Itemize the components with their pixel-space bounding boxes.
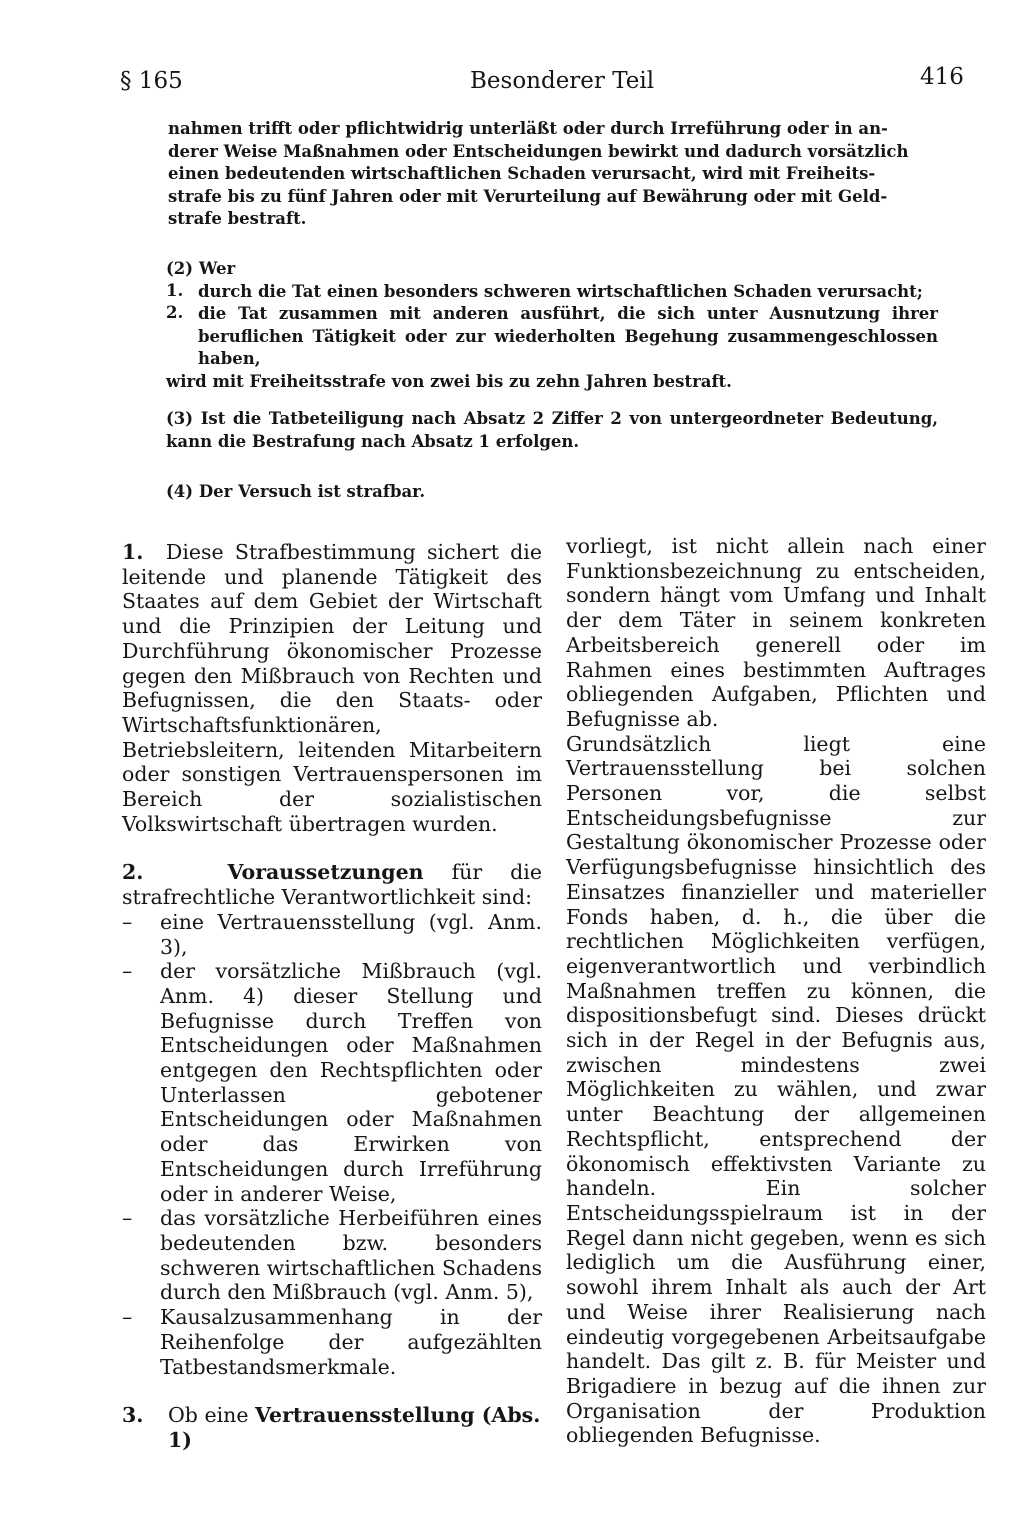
law-enum-text: die Tat zusammen mit anderen ausführt, die sich unter Ausnutzung ihrer beruflichen Tätigkeit oder zur wiederholten Begehung zusammengeschlossen haben, bbox=[198, 304, 938, 368]
list-item bbox=[122, 1206, 542, 1305]
law-paragraph-4 bbox=[166, 481, 938, 504]
list-item bbox=[122, 1305, 542, 1379]
list-item bbox=[122, 910, 542, 959]
note-keyword: Voraussetzungen bbox=[227, 860, 424, 885]
law-enum-text: durch die Tat einen besonders schweren wirtschaftlichen Schaden verursacht; bbox=[198, 281, 923, 301]
list-item bbox=[122, 959, 542, 1206]
note-keyword: Vertrauensstellung (Abs. 1) bbox=[168, 1403, 541, 1452]
law-line: strafe bestraft. bbox=[168, 209, 307, 228]
commentary-note-3 bbox=[122, 1403, 542, 1452]
dash-marker: – bbox=[122, 1305, 133, 1330]
law-paragraph-3-text: (3) Ist die Tatbeteiligung nach Absatz 2 Ziffer 2 von untergeordneter Bedeutung, kann die Bestrafung nach Absatz 1 erfolgen. bbox=[166, 409, 938, 451]
commentary-left-column bbox=[122, 540, 542, 1453]
law-paragraph-4-text: (4) Der Versuch ist strafbar. bbox=[166, 482, 426, 501]
law-paragraph-2 bbox=[166, 258, 938, 393]
list-item-text: das vorsätzliche Herbeiführen eines bedeutenden bzw. besonders schweren wirtschaftlichen Schadens durch den Mißbrauch (vgl. Anm. 5), bbox=[160, 1206, 542, 1305]
note-number: 2. bbox=[122, 860, 144, 885]
law-paragraph-1 bbox=[168, 118, 938, 231]
law-paragraph-2-intro: (2) Wer bbox=[166, 259, 236, 278]
dash-marker: – bbox=[122, 909, 133, 934]
note-text: für die strafrechtliche Verantwortlichkeit sind: bbox=[122, 860, 542, 910]
note-text-pre: Ob eine bbox=[168, 1403, 255, 1428]
commentary-note-2 bbox=[122, 860, 542, 909]
note-text bbox=[168, 1403, 542, 1452]
page-header-title: Besonderer Teil bbox=[470, 68, 655, 94]
law-line: strafe bis zu fünf Jahren oder mit Verurteilung auf Bewährung oder mit Geld- bbox=[168, 186, 888, 206]
commentary-continuation: vorliegt, ist nicht allein nach einer Funktionsbezeichnung zu entscheiden, sondern hängt vom Umfang und Inhalt der dem Täter in seinem konkreten Arbeitsbereich generell oder im Rahmen eines bestimmten Auftrages obliegenden Aufgaben, Pflichten und Befugnisse ab. bbox=[566, 534, 986, 731]
commentary-note-1 bbox=[122, 540, 542, 836]
law-enum-item bbox=[166, 281, 938, 304]
note-number: 1. bbox=[122, 540, 144, 564]
law-line: derer Weise Maßnahmen oder Entscheidungen bewirkt und dadurch vorsätzlich bbox=[168, 141, 909, 161]
section-number: § 165 bbox=[120, 68, 183, 94]
law-line: einen bedeutenden wirtschaftlichen Schaden verursacht, wird mit Freiheits- bbox=[168, 164, 876, 183]
law-enum-number: 1. bbox=[166, 280, 184, 300]
commentary-paragraph: Grundsätzlich liegt eine Vertrauensstellung bei solchen Personen vor, die selbst Entscheidungsbefugnisse zur Gestaltung ökonomischer Prozesse oder Verfügungsbefugnisse hinsichtlich des Einsatzes finanzieller und materieller Fonds haben, d. h., die über die rechtlichen Möglichkeiten verfügen, eigenverantwortlich und verbindlich Maßnahmen treffen zu können, die dispositionsbefugt sind. Dieses drückt sich in der Regel in der Befugnis aus, zwischen mindestens zwei Möglichkeiten zu wählen, und zwar unter Beachtung der allgemeinen Rechtspflicht, entsprechend der ökonomisch effektivsten Variante zu handeln. Ein solcher Entscheidungsspielraum ist in der Regel dann nicht gegeben, wenn es sich lediglich um die Ausführung einer, sowohl ihrem Inhalt als auch der Art und Weise ihrer Realisierung nach eindeutig vorgegebenen Arbeitsaufgabe handelt. Das gilt z. B. für Meister und Brigadiere in bezug auf die ihnen zur Organisation der Produktion obliegenden Befugnisse. bbox=[566, 731, 986, 1448]
note-text: Diese Strafbestimmung sichert die leitende und planende Tätigkeit des Staates auf dem Gebiet der Wirtschaft und die Prinzipien der Leitung und Durchführung ökonomischer Prozesse gegen den Mißbrauch von Rechten und Befugnissen, die den Staats- oder Wirtschaftsfunktionären, Betriebsleitern, leitenden Mitarbeitern oder sonstigen Vertrauenspersonen im Bereich der sozialistischen Volkswirtschaft übertragen wurden. bbox=[122, 540, 542, 836]
note-number: 3. bbox=[122, 1403, 144, 1428]
law-line: nahmen trifft oder pflichtwidrig unterläßt oder durch Irreführung oder in an- bbox=[168, 119, 888, 138]
dash-marker: – bbox=[122, 959, 133, 984]
list-item-text: Kausalzusammenhang in der Reihenfolge der aufgezählten Tatbestandsmerkmale. bbox=[160, 1305, 542, 1379]
commentary-right-column bbox=[566, 534, 986, 1448]
law-paragraph-3 bbox=[166, 408, 938, 453]
law-paragraph-2-outro: wird mit Freiheitsstrafe von zwei bis zu zehn Jahren bestraft. bbox=[166, 371, 732, 391]
dash-marker: – bbox=[122, 1206, 133, 1231]
law-enum-number: 2. bbox=[166, 303, 184, 322]
list-item-text: der vorsätzliche Mißbrauch (vgl. Anm. 4) dieser Stellung und Befugnisse durch Treffen von Entscheidungen oder Maßnahmen entgegen den Rechtspflichten oder Unterlassen gebotener Entscheidungen oder Maßnahmen oder das Erwirken von Entscheidungen durch Irreführung oder in anderer Weise, bbox=[160, 959, 542, 1206]
law-enum-item bbox=[166, 303, 938, 371]
list-item-text: eine Vertrauensstellung (vgl. Anm. 3), bbox=[160, 909, 542, 959]
page-number: 416 bbox=[920, 64, 964, 90]
